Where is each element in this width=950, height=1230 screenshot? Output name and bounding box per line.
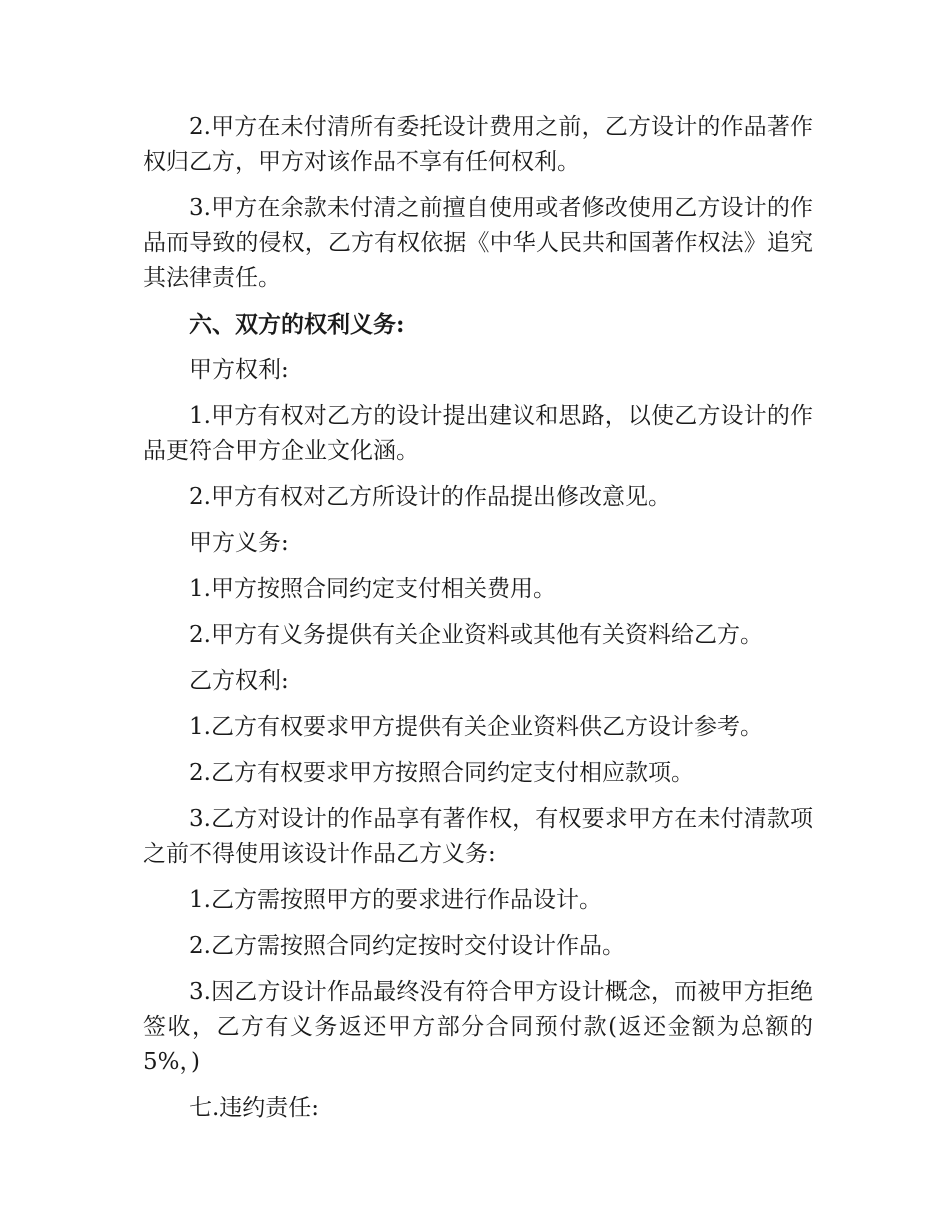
section-heading-rights-obligations: 六、双方的权利义务: (189, 311, 405, 338)
paragraph-party-a-obligation-2: 2.甲方有义务提供有关企业资料或其他有关资料给乙方。 (189, 622, 763, 648)
subheading-party-b-rights: 乙方权利: (189, 668, 289, 694)
paragraph-party-a-right-1: 1.甲方有权对乙方的设计提出建议和思路，以使乙方设计的作品更符合甲方企业文化涵。 (143, 403, 813, 464)
paragraph-party-b-right-2: 2.乙方有权要求甲方按照合同约定支付相应款项。 (189, 760, 694, 786)
paragraph-party-b-right-1: 1.乙方有权要求甲方提供有关企业资料供乙方设计参考。 (189, 714, 763, 740)
paragraph-party-b-obligation-2: 2.乙方需按照合同约定按时交付设计作品。 (189, 933, 625, 959)
subheading-party-a-obligations: 甲方义务: (189, 530, 289, 556)
paragraph-party-b-right-3: 3.乙方对设计的作品享有著作权，有权要求甲方在未付清款项之前不得使用该设计作品乙方义务: (143, 806, 813, 867)
paragraph-party-b-obligation-1: 1.乙方需按照甲方的要求进行作品设计。 (189, 887, 602, 913)
paragraph-infringement-liability: 3.甲方在余款未付清之前擅自使用或者修改使用乙方设计的作品而导致的侵权，乙方有权依据《中华人民共和国著作权法》追究其法律责任。 (143, 195, 813, 291)
paragraph-party-a-right-2: 2.甲方有权对乙方所设计的作品提出修改意见。 (189, 484, 671, 510)
paragraph-party-a-obligation-1: 1.甲方按照合同约定支付相关费用。 (189, 576, 556, 602)
paragraph-party-b-obligation-3: 3.因乙方设计作品最终没有符合甲方设计概念，而被甲方拒绝签收，乙方有义务返还甲方部分合同预付款(返还金额为总额的5%，) (143, 979, 813, 1075)
document-body (143, 110, 813, 1137)
paragraph-copyright-ownership: 2.甲方在未付清所有委托设计费用之前，乙方设计的作品著作权归乙方，甲方对该作品不享有任何权利。 (143, 114, 813, 175)
section-heading-breach-liability: 七.违约责任: (189, 1095, 320, 1121)
subheading-party-a-rights: 甲方权利: (189, 357, 289, 383)
